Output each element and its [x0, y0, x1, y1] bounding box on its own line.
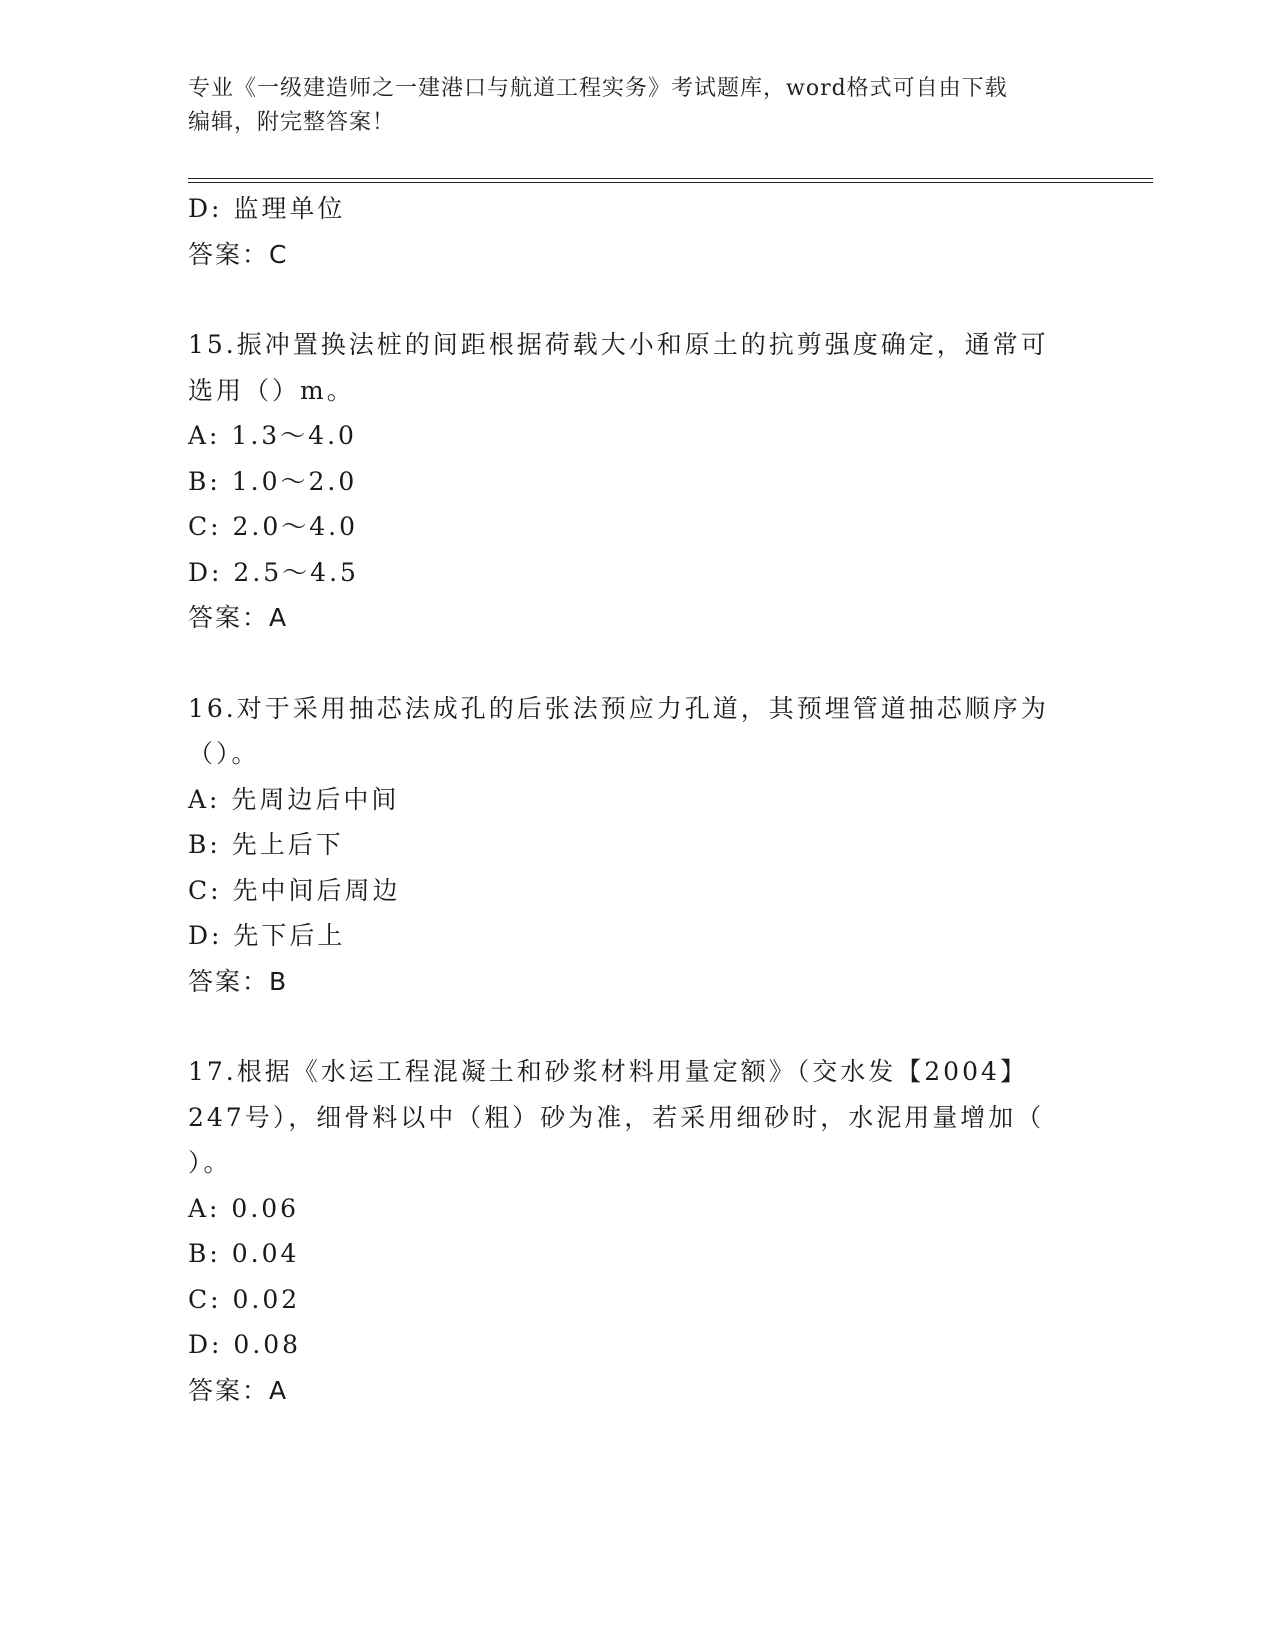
question-stem-line: 247号），细骨料以中（粗）砂为准，若采用细砂时，水泥用量增加（ [188, 1102, 1045, 1132]
header-line-2: 编辑，附完整答案！ [188, 110, 396, 135]
answer-line: 答案：A [188, 1375, 289, 1405]
previous-question-tail [188, 186, 1088, 277]
document-body [188, 186, 1088, 1413]
question-stem-line: ）。 [188, 1148, 232, 1177]
header-rule-bottom [188, 182, 1153, 183]
spacer [188, 1004, 1088, 1049]
spacer [188, 277, 1088, 322]
header-line-1: 专业《一级建造师之一建港口与航道工程实务》考试题库，word格式可自由下载 [188, 76, 1008, 101]
option-c: C: 2.0～4.0 [188, 512, 359, 541]
option-b: B: 0.04 [188, 1239, 300, 1268]
question-stem-line: 15.振冲置换法桩的间距根据荷载大小和原土的抗剪强度确定，通常可 [188, 330, 1049, 359]
question-stem-line: 选用（）m。 [188, 375, 355, 405]
question-stem-line: 17.根据《水运工程混凝土和砂浆材料用量定额》（交水发【2004】 [188, 1057, 1028, 1086]
option-a: A: 1.3～4.0 [188, 421, 357, 450]
option-d: D: 2.5～4.5 [188, 557, 359, 587]
option-c: C: 先中间后周边 [188, 875, 401, 905]
question-stem-line: 16.对于采用抽芯法成孔的后张法预应力孔道，其预埋管道抽芯顺序为 [188, 693, 1049, 723]
option-b: B: 1.0～2.0 [188, 466, 358, 496]
option-a: A: 先周边后中间 [188, 784, 400, 814]
option-b: B: 先上后下 [188, 830, 344, 859]
spacer [188, 641, 1088, 686]
option-d: D: 0.08 [188, 1330, 302, 1359]
document-header [188, 72, 1088, 140]
question-15 [188, 322, 1088, 641]
answer-line: 答案：A [188, 603, 289, 632]
option-c: C: 0.02 [188, 1284, 301, 1314]
answer-line: 答案：C [188, 239, 289, 269]
header-rule-top [188, 178, 1153, 179]
question-17 [188, 1049, 1088, 1413]
option-d: D: 先下后上 [188, 921, 346, 950]
question-16 [188, 686, 1088, 1005]
answer-line: 答案：B [188, 966, 289, 996]
option-a: A: 0.06 [188, 1193, 300, 1223]
option-d: D: 监理单位 [188, 194, 346, 223]
question-stem-line: （）。 [188, 739, 260, 768]
